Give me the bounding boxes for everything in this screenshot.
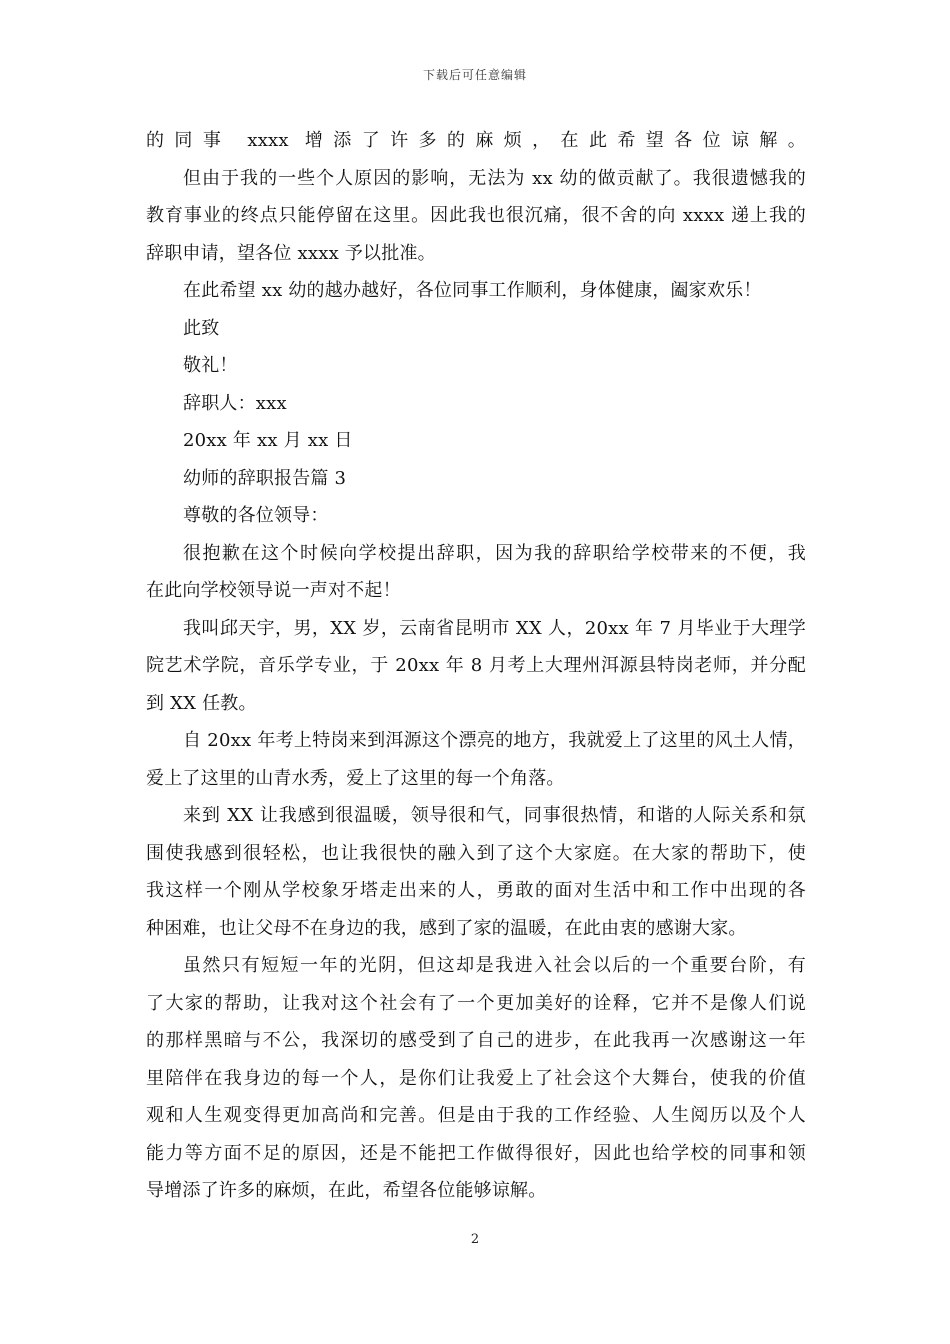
body-line-18: 爱上了这里的山青水秀，爱上了这里的每一个角落。 bbox=[146, 767, 565, 789]
body-line-19: 来到 XX 让我感到很温暖，领导很和气，同事很热情，和谐的人际关系和氛 bbox=[183, 805, 806, 826]
body-line-16: 到 XX 任教。 bbox=[146, 692, 257, 714]
body-line-25: 的那样黑暗与不公，我深切的感受到了自己的进步，在此我再一次感谢这一年 bbox=[146, 1030, 806, 1051]
body-line-24: 了大家的帮助，让我对这个社会有了一个更加美好的诠释，它并不是像人们说 bbox=[146, 992, 806, 1014]
closing-phrase: 此致 bbox=[183, 317, 220, 339]
body-line-1: 的同事 xxxx 增添了许多的麻烦，在此希望各位谅解。 bbox=[146, 130, 806, 151]
body-line-4: 辞职申请，望各位 xxxx 予以批准。 bbox=[146, 242, 436, 264]
body-line-12: 很抱歉在这个时候向学校提出辞职，因为我的辞职给学校带来的不便，我 bbox=[183, 542, 806, 564]
section-heading: 幼师的辞职报告篇 3 bbox=[183, 467, 347, 489]
body-line-3: 教育事业的终点只能停留在这里。因此我也很沉痛，很不舍的向 xxxx 递上我的 bbox=[146, 205, 806, 226]
body-line-27: 观和人生观变得更加高尚和完善。但是由于我的工作经验、人生阅历以及个人 bbox=[146, 1105, 806, 1126]
body-line-15: 院艺术学院，音乐学专业，于 20xx 年 8 月考上大理州洱源县特岗老师，并分配 bbox=[146, 655, 806, 676]
body-line-29: 导增添了许多的麻烦，在此，希望各位能够谅解。 bbox=[146, 1180, 547, 1201]
page-header: 下载后可任意编辑 bbox=[422, 68, 527, 82]
signature-line: 辞职人：xxx bbox=[183, 392, 287, 414]
greeting-line: 尊敬的各位领导： bbox=[183, 505, 329, 526]
salutation-closing: 敬礼！ bbox=[183, 355, 238, 376]
body-line-14: 我叫邱天宇，男，XX 岁，云南省昆明市 XX 人，20xx 年 7 月毕业于大理学 bbox=[183, 617, 806, 639]
body-line-23: 虽然只有短短一年的光阴，但这却是我进入社会以后的一个重要台阶，有 bbox=[183, 955, 806, 976]
body-line-22: 种困难，也让父母不在身边的我，感到了家的温暖，在此由衷的感谢大家。 bbox=[146, 917, 747, 939]
body-line-21: 我这样一个刚从学校象牙塔走出来的人，勇敢的面对生活中和工作中出现的各 bbox=[146, 880, 806, 901]
date-line: 20xx 年 xx 月 xx 日 bbox=[183, 430, 353, 451]
body-line-2: 但由于我的一些个人原因的影响，无法为 xx 幼的做贡献了。我很遗憾我的 bbox=[183, 167, 806, 189]
body-line-5: 在此希望 xx 幼的越办越好，各位同事工作顺利，身体健康，阖家欢乐！ bbox=[183, 280, 762, 301]
body-line-17: 自 20xx 年考上特岗来到洱源这个漂亮的地方，我就爱上了这里的风土人情， bbox=[183, 730, 806, 751]
body-line-13: 在此向学校领导说一声对不起！ bbox=[146, 580, 401, 601]
body-line-26: 里陪伴在我身边的每一个人，是你们让我爱上了社会这个大舞台，使我的价值 bbox=[146, 1067, 806, 1089]
body-line-28: 能力等方面不足的原因，还是不能把工作做得很好，因此也给学校的同事和领 bbox=[146, 1142, 806, 1164]
document-body bbox=[146, 122, 806, 1210]
body-line-20: 围使我感到很轻松，也让我很快的融入到了这个大家庭。在大家的帮助下，使 bbox=[146, 842, 806, 864]
page-number: 2 bbox=[470, 1232, 480, 1247]
